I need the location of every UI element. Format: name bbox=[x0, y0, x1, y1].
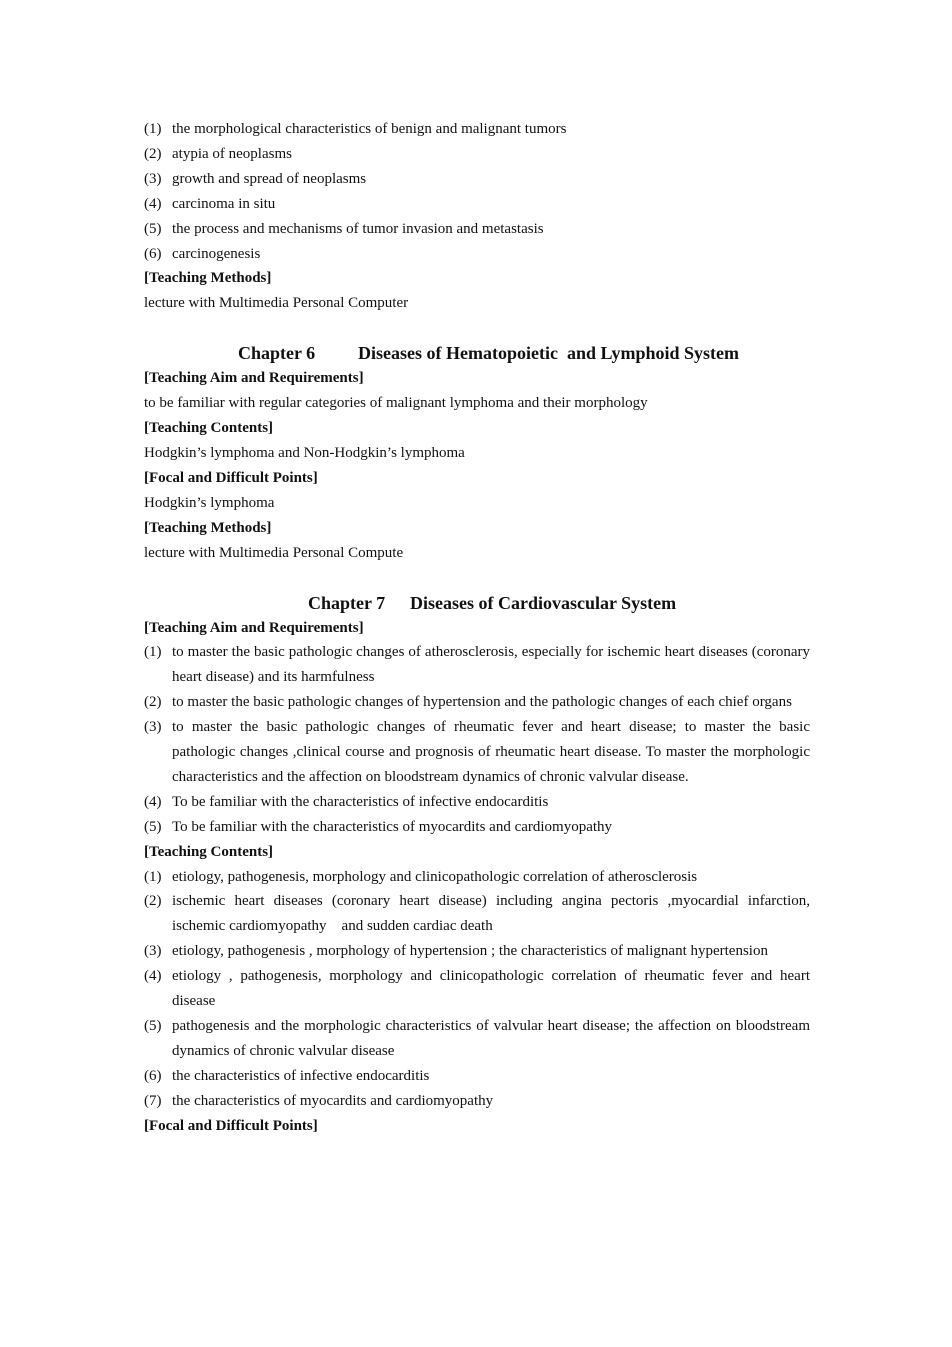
list-item-number: (2) bbox=[144, 145, 162, 162]
list-item-number: (4) bbox=[144, 195, 162, 212]
list-item bbox=[144, 889, 814, 939]
chapter-number: Chapter 7 bbox=[308, 592, 386, 613]
list-item-number: (1) bbox=[144, 868, 162, 885]
list-item-number: (2) bbox=[144, 893, 162, 910]
document-page bbox=[144, 117, 814, 1139]
list-item-number: (3) bbox=[144, 719, 162, 736]
list-item bbox=[144, 690, 810, 715]
list-item-text: the process and mechanisms of tumor invasion and metastasis bbox=[172, 220, 544, 237]
list-item-text: to master the basic pathologic changes of atherosclerosis, especially for ischemic heart diseases (coronary heart disease) and its harmfulness bbox=[172, 644, 810, 686]
list-item-number: (1) bbox=[144, 644, 162, 661]
section-text: Hodgkin’s lymphoma bbox=[144, 494, 275, 511]
list-item-text: To be familiar with the characteristics of myocardits and cardiomyopathy bbox=[172, 818, 613, 835]
list-item bbox=[144, 790, 810, 815]
list-item bbox=[144, 640, 810, 690]
list-item-number: (1) bbox=[144, 121, 162, 137]
intro-list bbox=[144, 117, 810, 266]
section-heading: [Teaching Methods] bbox=[144, 519, 272, 536]
list-item-number: (2) bbox=[144, 694, 162, 711]
list-item-text: carcinogenesis bbox=[172, 245, 261, 262]
section-text: Hodgkin’s lymphoma and Non-Hodgkin’s lymphoma bbox=[144, 444, 465, 461]
list-item-text: to master the basic pathologic changes of rheumatic fever and heart disease; to master the basic pathologic changes ,clinical course and prognosis of rheumatic heart disease. To master the morphologic characteristics and the affection on bloodstream dynamics of chronic valvular disease. bbox=[172, 719, 810, 785]
section-heading: [Teaching Aim and Requirements] bbox=[144, 370, 364, 387]
section-heading: [Focal and Difficult Points] bbox=[144, 1117, 318, 1134]
list-item-number: (4) bbox=[144, 793, 162, 810]
list-item bbox=[144, 1064, 810, 1089]
section-heading: [Teaching Contents] bbox=[144, 420, 274, 437]
list-item bbox=[144, 815, 810, 840]
list-item bbox=[144, 939, 810, 964]
list-item-number: (5) bbox=[144, 1018, 162, 1034]
section-heading: [Focal and Difficult Points] bbox=[144, 469, 318, 486]
list-item-text: etiology, pathogenesis , morphology of hypertension ; the characteristics of malignant hypertension bbox=[172, 943, 768, 960]
list-item bbox=[144, 1089, 810, 1114]
list-item bbox=[144, 117, 810, 142]
section-text: lecture with Multimedia Personal Computer bbox=[144, 295, 409, 312]
list-item-text: ischemic heart diseases (coronary heart disease) including angina pectoris ,myocardial infarction, ischemic cardiomyopathy and sudden cardiac death bbox=[172, 893, 814, 935]
list-item-number: (4) bbox=[144, 968, 162, 985]
list-item-number: (7) bbox=[144, 1092, 162, 1109]
list-item-number: (5) bbox=[144, 818, 162, 835]
list-item bbox=[144, 167, 810, 192]
list-item-text: carcinoma in situ bbox=[172, 195, 276, 212]
list-item-text: to master the basic pathologic changes of hypertension and the pathologic changes of each chief organs bbox=[172, 694, 792, 711]
list-item-text: pathogenesis and the morphologic characteristics of valvular heart disease; the affection on bloodstream dynamics of chronic valvular disease bbox=[172, 1018, 810, 1059]
section-heading: [Teaching Aim and Requirements] bbox=[144, 619, 364, 636]
chapter-title bbox=[144, 590, 810, 616]
aim-list bbox=[144, 640, 810, 839]
list-item bbox=[144, 242, 810, 267]
list-item-text: To be familiar with the characteristics of infective endocarditis bbox=[172, 793, 549, 810]
section-text: lecture with Multimedia Personal Compute bbox=[144, 544, 404, 561]
list-item-text: etiology , pathogenesis, morphology and clinicopathologic correlation of rheumatic fever and heart disease bbox=[172, 968, 810, 1010]
chapter-name: Diseases of Cardiovascular System bbox=[410, 592, 677, 613]
list-item-text: the morphological characteristics of benign and malignant tumors bbox=[172, 121, 567, 137]
chapter-number: Chapter 6 bbox=[238, 343, 316, 364]
list-item-text: etiology, pathogenesis, morphology and clinicopathologic correlation of atherosclerosis bbox=[172, 868, 698, 885]
list-item bbox=[144, 964, 810, 1014]
list-item-text: the characteristics of myocardits and cardiomyopathy bbox=[172, 1092, 494, 1109]
chapter-name: Diseases of Hematopoietic and Lymphoid System bbox=[358, 343, 740, 364]
chapter-title bbox=[144, 340, 810, 366]
list-item bbox=[144, 142, 810, 167]
list-item-number: (5) bbox=[144, 220, 162, 237]
contents-list bbox=[144, 865, 814, 1114]
list-item-text: the characteristics of infective endocarditis bbox=[172, 1067, 430, 1084]
list-item-text: atypia of neoplasms bbox=[172, 145, 292, 162]
list-item-number: (3) bbox=[144, 943, 162, 960]
list-item-number: (6) bbox=[144, 1067, 162, 1084]
list-item-number: (3) bbox=[144, 170, 162, 187]
section-text: to be familiar with regular categories of malignant lymphoma and their morphology bbox=[144, 395, 648, 412]
list-item bbox=[144, 715, 810, 790]
list-item bbox=[144, 192, 810, 217]
section-heading: [Teaching Methods] bbox=[144, 270, 272, 287]
section-heading: [Teaching Contents] bbox=[144, 843, 274, 860]
list-item bbox=[144, 865, 810, 890]
list-item-number: (6) bbox=[144, 245, 162, 262]
list-item-text: growth and spread of neoplasms bbox=[172, 170, 367, 187]
list-item bbox=[144, 1014, 810, 1064]
list-item bbox=[144, 217, 810, 242]
